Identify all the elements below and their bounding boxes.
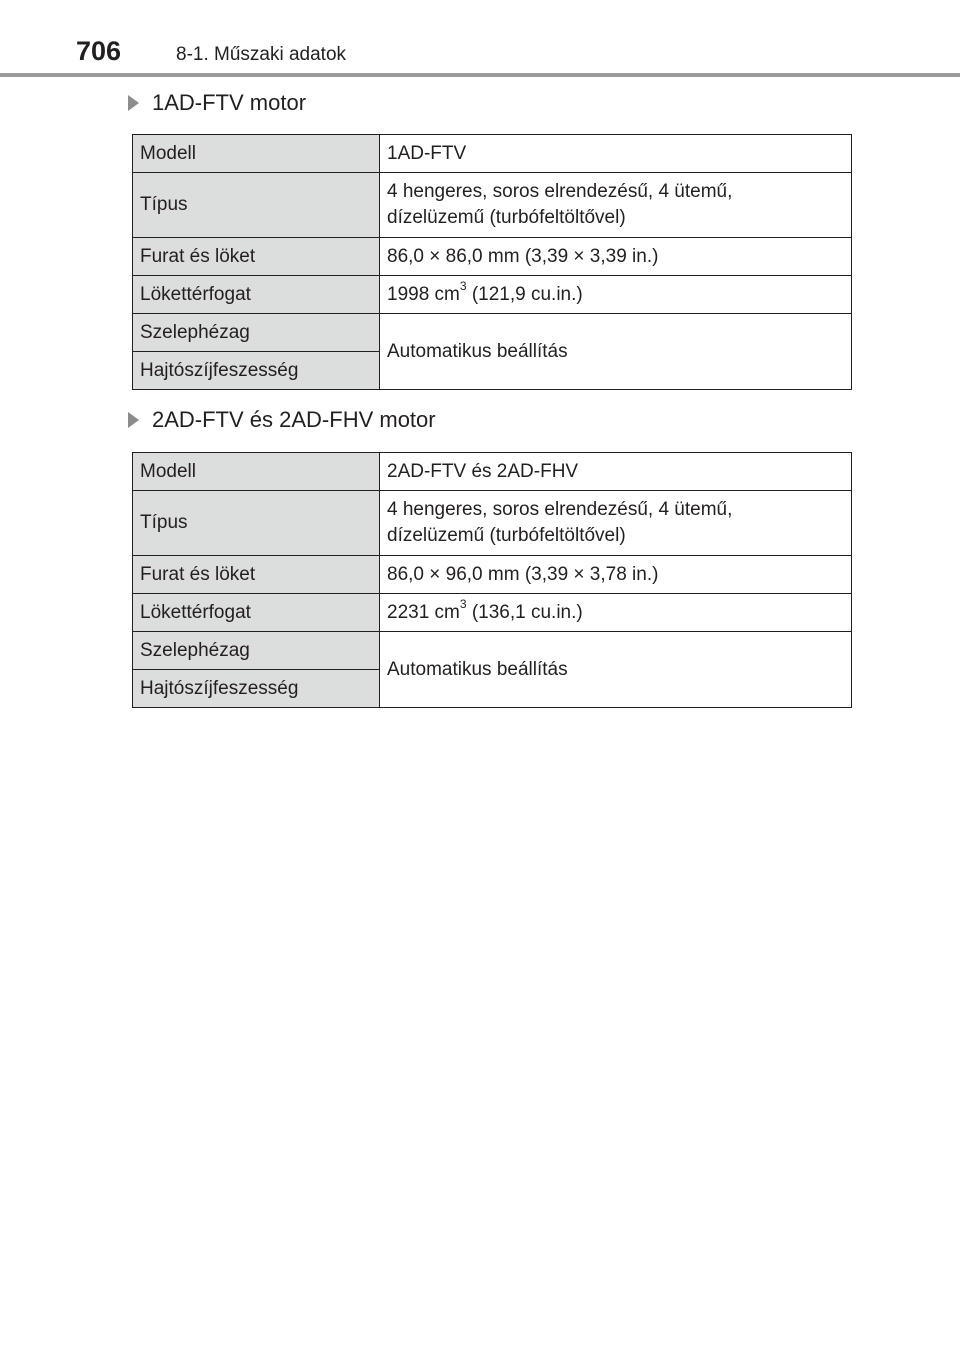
table-row: [133, 453, 852, 491]
row-value-loketterfogat: [380, 594, 852, 632]
row-value-automatic-adjust: Automatikus beállítás: [380, 314, 852, 390]
triangle-bullet-icon: [128, 95, 139, 111]
table-row: [133, 135, 852, 173]
table-row: [133, 491, 852, 556]
tipus-line-1: 4 hengeres, soros elrendezésű, 4 ütemű,: [387, 181, 733, 202]
row-label-furat: Furat és löket: [133, 556, 380, 594]
displacement-exponent: 3: [459, 597, 467, 612]
row-value-loketterfogat: [380, 276, 852, 314]
displacement-value: 2231 cm: [387, 601, 460, 623]
row-value-modell: 2AD-FTV és 2AD-FHV: [380, 453, 852, 491]
table-row: [133, 556, 852, 594]
displacement-imperial: (136,1 cu.in.): [466, 601, 583, 623]
row-label-loketterfogat: Lökettérfogat: [133, 276, 380, 314]
row-value-furat: 86,0 × 86,0 mm (3,39 × 3,39 in.): [380, 238, 852, 276]
tipus-line-2: dízelüzemű (turbófeltöltővel): [387, 207, 626, 228]
displacement-value: 1998 cm: [387, 283, 460, 305]
engine-heading-2ad: [128, 407, 436, 433]
table-row: [133, 276, 852, 314]
displacement-imperial: (121,9 cu.in.): [466, 283, 583, 305]
row-label-modell: Modell: [133, 135, 380, 173]
spec-table-2ad: [132, 452, 852, 708]
row-value-tipus: [380, 491, 852, 556]
table-row: [133, 594, 852, 632]
displacement-exponent: 3: [459, 279, 467, 294]
row-label-modell: Modell: [133, 453, 380, 491]
tipus-line-2: dízelüzemű (turbófeltöltővel): [387, 525, 626, 546]
row-value-automatic-adjust: Automatikus beállítás: [380, 632, 852, 708]
header-divider: [0, 73, 960, 77]
spec-table-1ad: [132, 134, 852, 390]
row-label-szelephezag: Szelephézag: [133, 314, 380, 352]
row-label-tipus: Típus: [133, 173, 380, 238]
engine-heading-label: 2AD-FTV és 2AD-FHV motor: [152, 407, 436, 432]
table-row: [133, 632, 852, 670]
row-label-hajtoszij: Hajtószíjfeszesség: [133, 352, 380, 390]
row-label-hajtoszij: Hajtószíjfeszesség: [133, 670, 380, 708]
table-row: [133, 238, 852, 276]
table-row: [133, 314, 852, 352]
table-row: [133, 173, 852, 238]
tipus-line-1: 4 hengeres, soros elrendezésű, 4 ütemű,: [387, 499, 733, 520]
row-label-loketterfogat: Lökettérfogat: [133, 594, 380, 632]
engine-heading-label: 1AD-FTV motor: [152, 90, 307, 115]
row-value-modell: 1AD-FTV: [380, 135, 852, 173]
section-title: 8-1. Műszaki adatok: [176, 44, 347, 65]
triangle-bullet-icon: [128, 412, 139, 428]
engine-heading-1ad: [128, 90, 306, 116]
page-header: [0, 0, 960, 80]
page-number: 706: [76, 36, 122, 66]
row-value-furat: 86,0 × 96,0 mm (3,39 × 3,78 in.): [380, 556, 852, 594]
row-label-szelephezag: Szelephézag: [133, 632, 380, 670]
row-value-tipus: [380, 173, 852, 238]
row-label-furat: Furat és löket: [133, 238, 380, 276]
row-label-tipus: Típus: [133, 491, 380, 556]
